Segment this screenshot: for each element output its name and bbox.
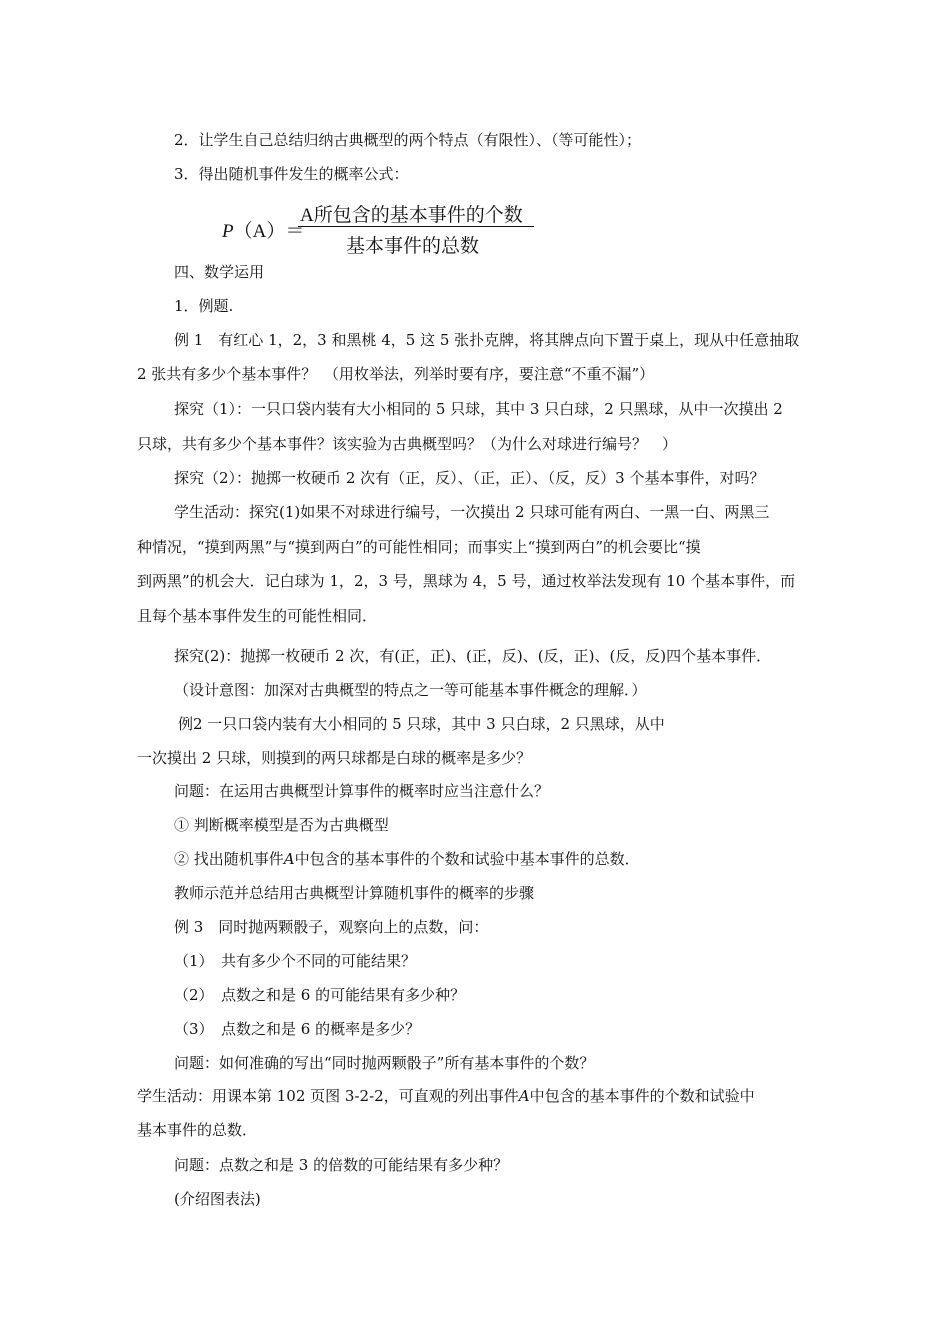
text-line: 2 张共有多少个基本事件？ （用枚举法，列举时要有序，要注意“不重不漏”） (137, 365, 655, 383)
text-run: 中包含的基本事件的个数和试验中 (529, 1087, 755, 1105)
list-item: （2） 点数之和是 6 的可能结果有多少种？ (174, 986, 466, 1004)
text-line (174, 849, 640, 869)
text-run: 中包含的基本事件的个数和试验中基本事件的总数． (294, 850, 640, 868)
list-item: （3） 点数之和是 6 的概率是多少？ (174, 1020, 421, 1038)
text-line: 2．让学生自己总结归纳古典概型的两个特点（有限性）、（等可能性）； (174, 131, 642, 149)
text-line: 且每个基本事件发生的可能性相同． (137, 607, 378, 625)
text-line: 只球，共有多少个基本事件？该实验为古典概型吗？（为什么对球进行编号？ ） (137, 435, 678, 453)
text-line: 例 3 同时抛两颗骰子，观察向上的点数，问： (174, 918, 489, 936)
text-line: 基本事件的总数． (137, 1121, 258, 1139)
text-line (137, 1086, 755, 1106)
text-line: （设计意图：加深对古典概型的特点之一等可能基本事件概念的理解．） (174, 681, 647, 699)
text-line: 到两黑”的机会大．记白球为 1，2，3 号，黑球为 4，5 号，通过枚举法发现有 10 个基本事件，而 (137, 572, 796, 590)
variable-a: A (283, 850, 295, 868)
formula-lhs (222, 216, 304, 243)
text-line: (介绍图表法) (174, 1190, 261, 1208)
probability-formula (222, 196, 542, 258)
text-line: 3．得出随机事件发生的概率公式： (174, 165, 409, 183)
fraction-bar (298, 226, 534, 227)
text-line: 教师示范并总结用古典概型计算随机事件的概率的步骤 (174, 884, 535, 902)
text-run: 学生活动：用课本第 102 页图 3-2-2，可直观的列出事件 (137, 1087, 519, 1105)
text-line: 例 1 有红心 1，2，3 和黑桃 4，5 这 5 张扑克牌，将其牌点向下置于桌上，现从中任意抽取 (174, 331, 800, 349)
text-line: 探究（1）：一只口袋内装有大小相同的 5 只球，其中 3 只白球，2 只黑球，从中一次摸出 2 (174, 400, 783, 418)
text-line: 1．例题. (174, 297, 234, 315)
text-line: 种情况，“摸到两黑”与“摸到两白”的可能性相同；而事实上“摸到两白”的机会要比“摸 (137, 538, 701, 556)
formula-denominator: 基本事件的总数 (346, 236, 480, 257)
text-line: ① 判断概率模型是否为古典概型 (174, 816, 389, 834)
section-heading: 四、数学运用 (174, 263, 265, 281)
formula-numerator: A所包含的基本事件的个数 (300, 205, 523, 226)
text-run: ② 找出随机事件 (174, 850, 284, 868)
text-line: 问题：在运用古典概型计算事件的概率时应当注意什么？ (174, 782, 550, 800)
text-line: 问题：点数之和是 3 的倍数的可能结果有多少种？ (174, 1156, 509, 1174)
text-line: 例2 一只口袋内装有大小相同的 5 只球，其中 3 只白球，2 只黑球，从中 (178, 715, 665, 733)
text-line: 问题：如何准确的写出“同时抛两颗骰子”所有基本事件的个数？ (174, 1054, 595, 1072)
variable-a: A (518, 1087, 530, 1105)
formula-var: P (222, 221, 234, 242)
text-line: 学生活动：探究(1)如果不对球进行编号，一次摸出 2 只球可能有两白、一黑一白、两黑三 (174, 503, 770, 521)
list-item: （1） 共有多少个不同的可能结果？ (174, 952, 417, 970)
text-line: 探究（2）：抛掷一枚硬币 2 次有（正，反）、（正，正）、（反，反）3 个基本事件，对吗？ (174, 469, 765, 487)
formula-lhs-rest: （A）＝ (233, 221, 305, 242)
text-line: 一次摸出 2 只球，则摸到的两只球都是白球的概率是多少？ (137, 749, 532, 767)
text-line: 探究(2)：抛掷一枚硬币 2 次，有(正，正)、(正，反)、(反，正)、(反，反)四个基本事件． (174, 647, 772, 665)
